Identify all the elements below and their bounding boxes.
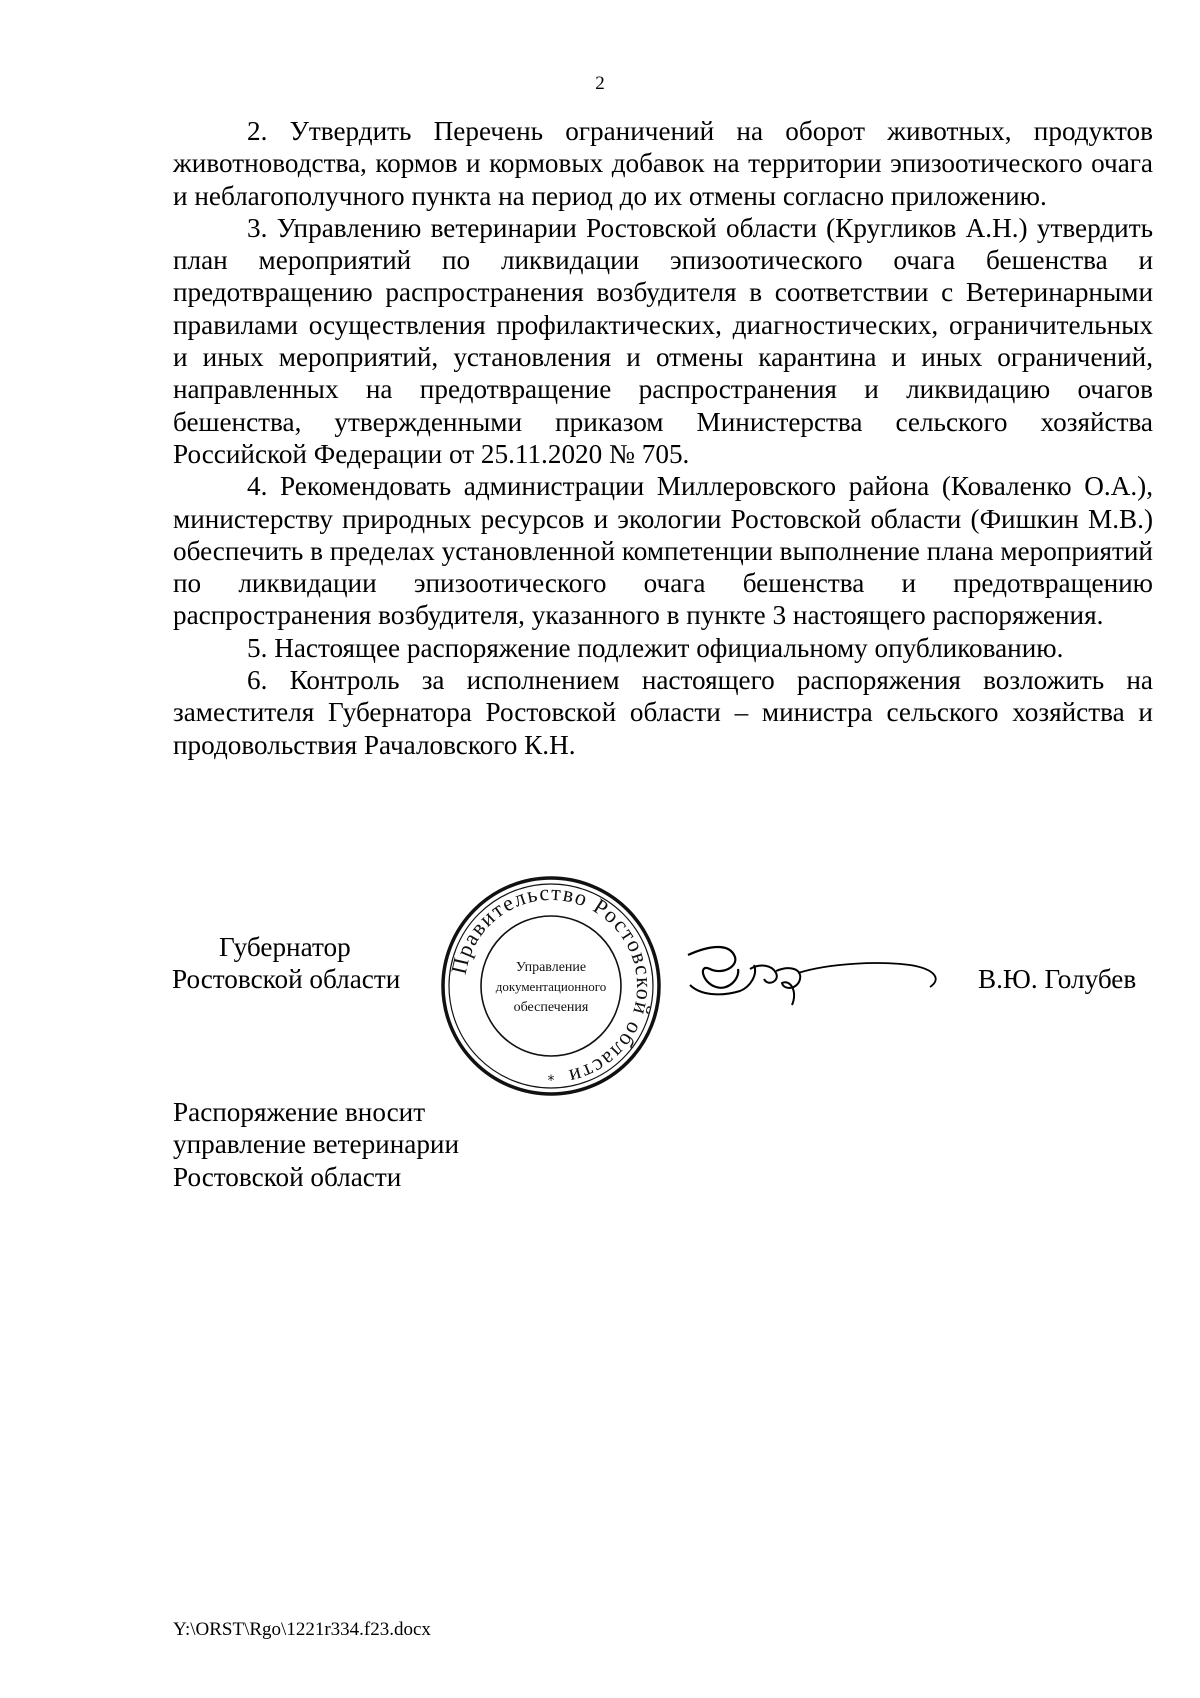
paragraph-4: 4. Рекомендовать администрации Миллеровского района (Коваленко О.А.), министерству природных ресурсов и экологии Ростовской области (Фишкин М.В.) обеспечить в пределах установленной компетенции выполнение плана мероприятий по ликвидации эпизоотического очага бешенства и предотвращению распространения возбудителя, указанного в пункте 3 настоящего распоряжения. <box>173 471 1153 631</box>
document-body <box>173 115 1153 761</box>
svg-text:*: * <box>547 1073 555 1089</box>
governor-title <box>172 931 400 996</box>
handwritten-signature <box>680 935 950 1015</box>
paragraph-5: 5. Настоящее распоряжение подлежит официальному опубликованию. <box>247 632 1064 663</box>
governor-name: В.Ю. Голубев <box>978 964 1137 994</box>
page-number: 2 <box>595 73 605 94</box>
paragraph-3: 3. Управлению ветеринарии Ростовской области (Кругликов А.Н.) утвердить план мероприятий по ликвидации эпизоотического очага бешенства и предотвращению распространения возбудителя в соответствии с Ветеринарными правилами осуществления профилактических, диагностических, ограничительных и иных мероприятий, установления и отмены карантина и иных ограничений, направленных на предотвращение распространения и ликвидацию очагов бешенства, утвержденными приказом Министерства сельского хозяйства Российской Федерации от 25.11.2020 № 705. <box>173 212 1153 469</box>
submitter-line3: Ростовской области <box>173 1161 402 1192</box>
file-path-footer: Y:\ORST\Rgo\1221r334.f23.docx <box>173 1619 431 1640</box>
stamp-inner-line3: обеспечения <box>513 1000 589 1015</box>
submitter-line2: управление ветеринарии <box>173 1129 460 1160</box>
paragraph-2: 2. Утвердить Перечень ограничений на оборот животных, продуктов животноводства, кормов и кормовых добавок на территории эпизоотического очага и неблагополучного пункта на период до их отмены согласно приложению. <box>173 116 1153 211</box>
paragraph-6: 6. Контроль за исполнением настоящего распоряжения возложить на заместителя Губернатора Ростовской области – министра сельского хозяйства и продовольствия Рачаловского К.Н. <box>173 665 1153 760</box>
governor-title-line1: Губернатор <box>219 932 351 962</box>
submitter-block <box>173 1096 459 1193</box>
official-stamp-seal <box>440 875 662 1097</box>
stamp-inner-line1: Управление <box>515 960 587 975</box>
stamp-outer-text: Правительство Ростовской области <box>445 879 658 1091</box>
submitter-line1: Распоряжение вносит <box>173 1097 426 1127</box>
governor-title-line2: Ростовской области <box>172 964 401 995</box>
stamp-inner-line2: документационного <box>495 979 607 994</box>
